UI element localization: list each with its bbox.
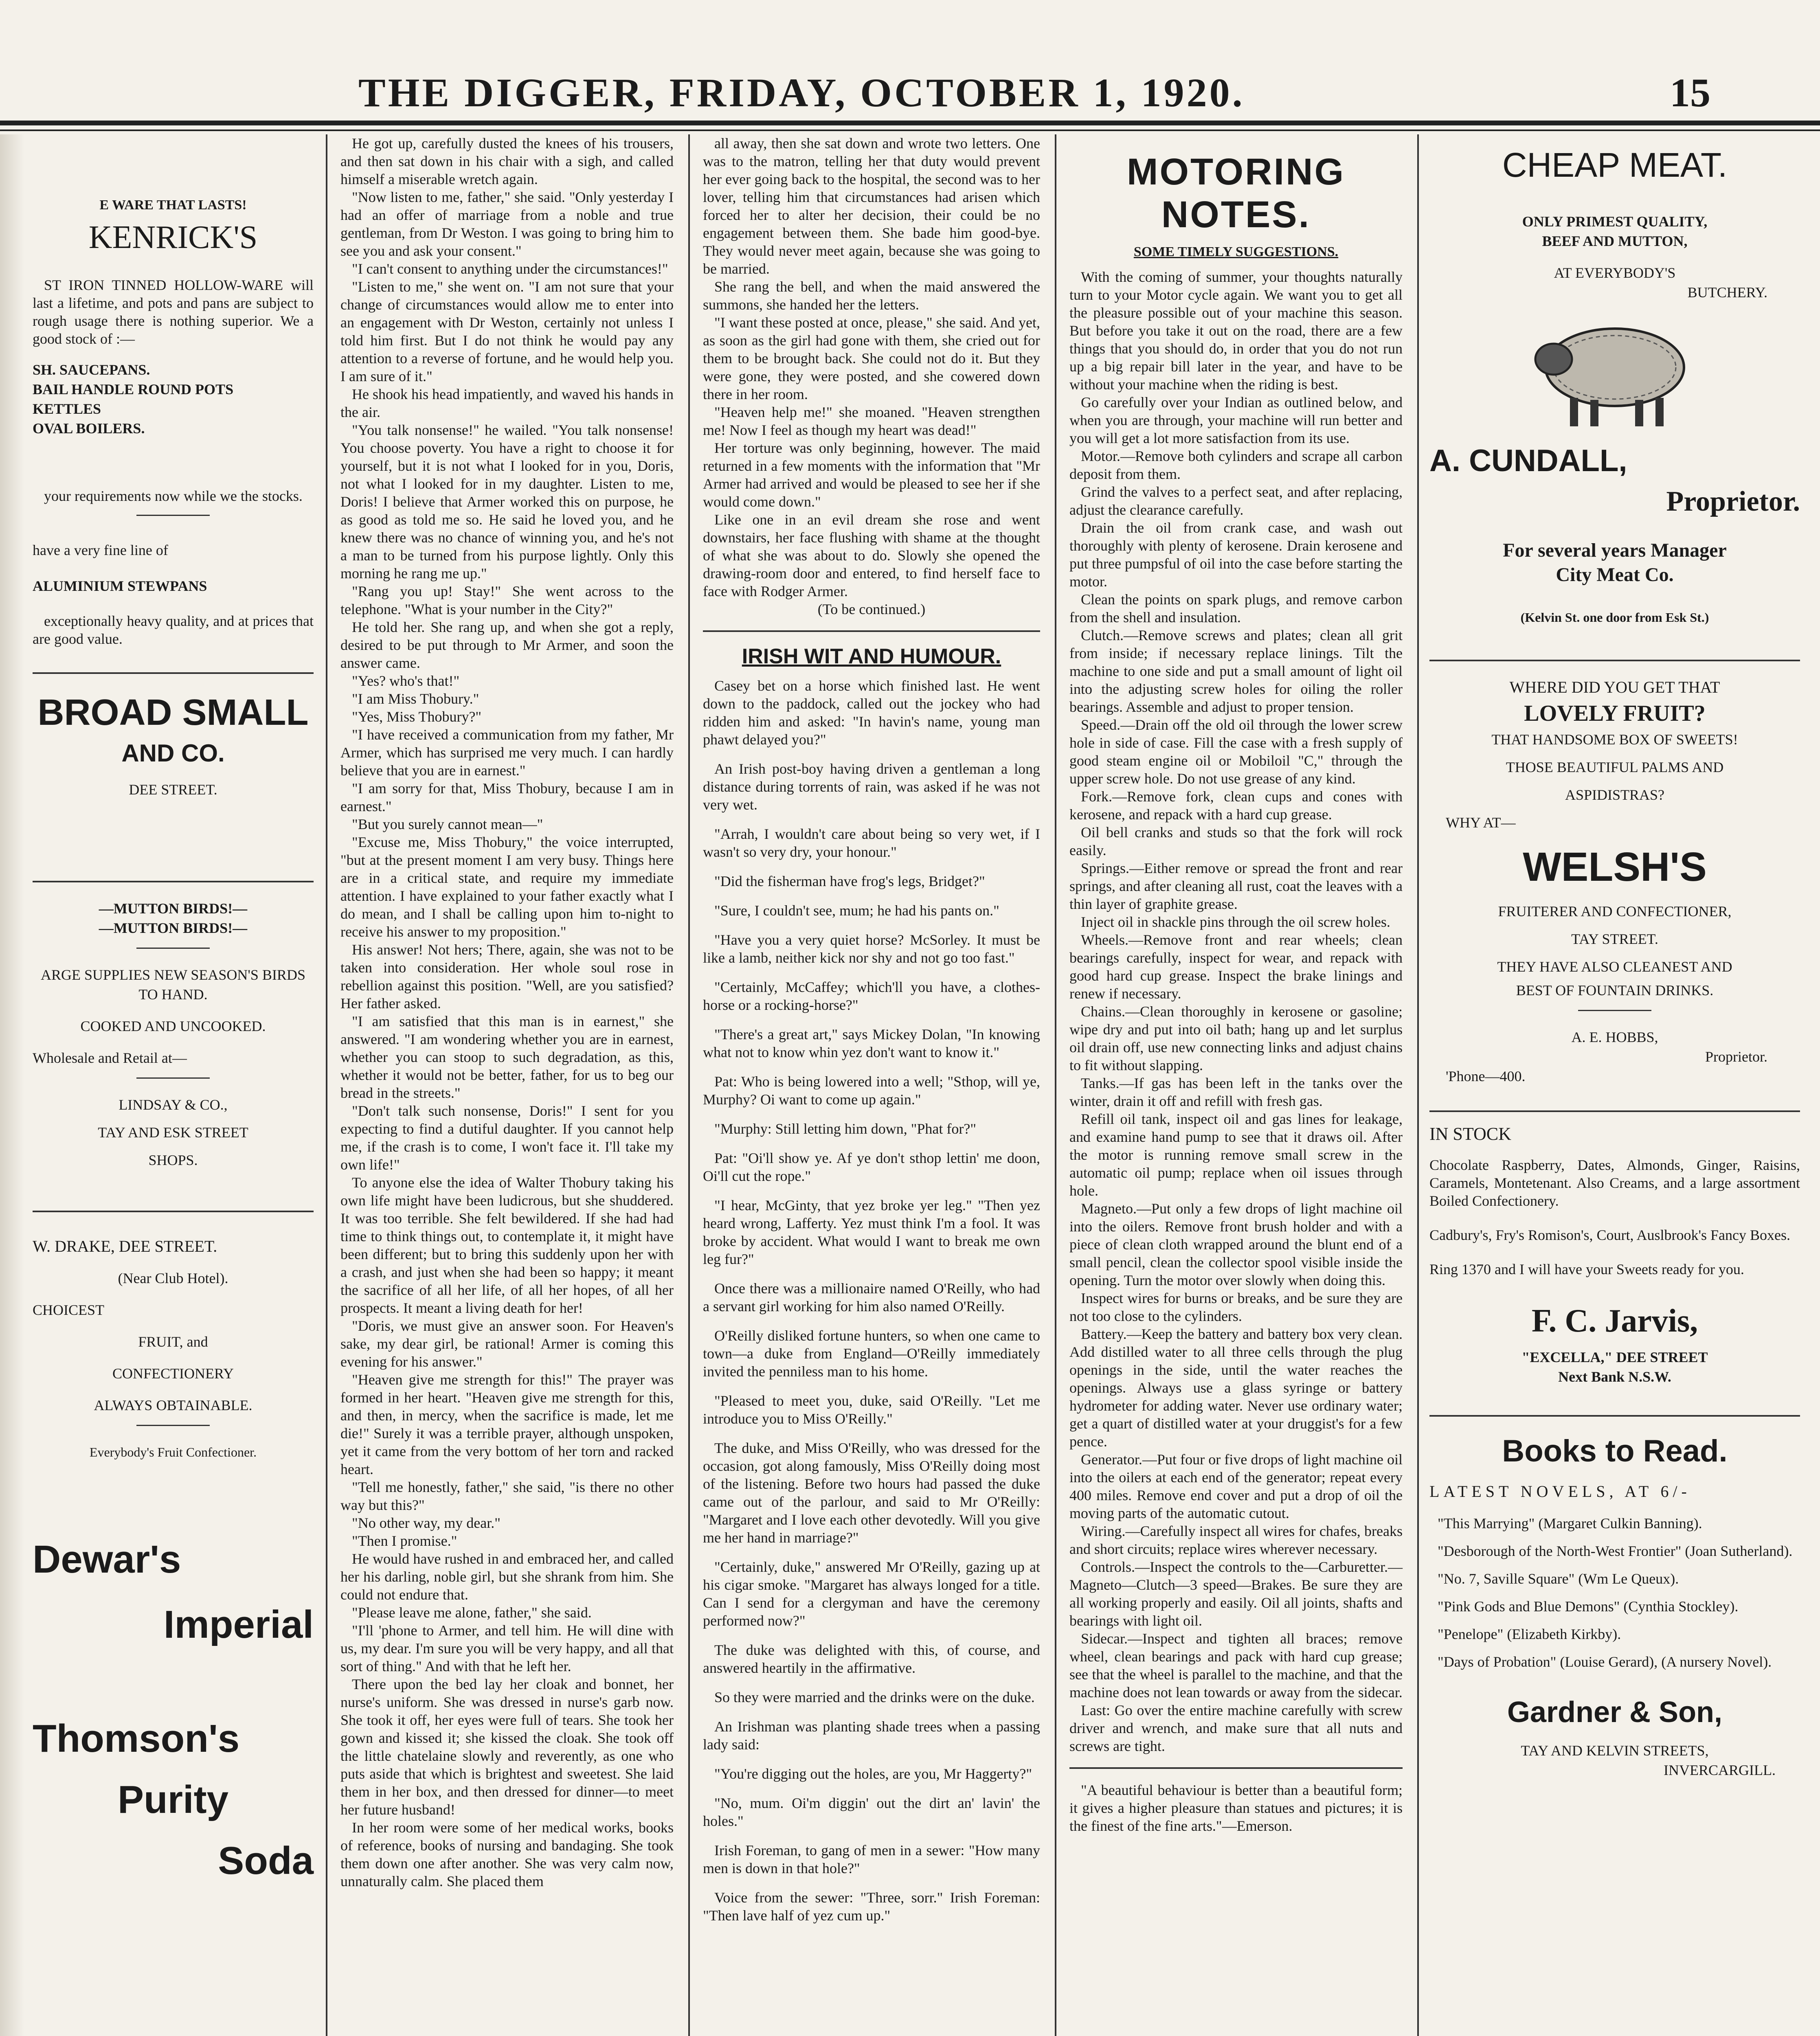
paragraph: "I am sorry for that, Miss Thobury, because I am in earnest." [340,780,674,814]
stock-body: Chocolate Raspberry, Dates, Almonds, Ginger, Raisins, Caramels, Montetenant. Also Creams, and a large assortment Boiled Confectionery. [1429,1157,1800,1209]
paragraph: Magneto.—Put only a few drops of light machine oil into the oilers. Remove front brush holder and with a piece of clean cloth wrapped around the blunt end of a small pencil, clean the collector spool visible inside the opening. Turn the motor over slowly when doing this. [1069,1200,1403,1288]
paragraph: "Rang you up! Stay!" She went across to the telephone. "What is your number in the City?" [340,583,674,617]
page-number: 15 [1670,70,1710,115]
paragraph: "Heaven help me!" she moaned. "Heaven strengthen me! Now I feel as though my heart was dead!" [703,404,1040,438]
drake-ad [33,1237,314,1462]
welsh-body: WHY AT— [1446,814,1516,831]
paragraph: Her torture was only beginning, however. The maid returned in a few moments with the information that "Mr Armer had arrived and would be pleased to see her if she would come down." [703,440,1040,510]
stock-heading: IN STOCK [1429,1124,1511,1144]
broad-small-name: BROAD SMALL [37,692,309,733]
paragraph: The duke, and Miss O'Reilly, who was dressed for the occasion, got along famously, Miss O'Reilly doing most of the listening. Before two hours had passed the duke came out of the parlour, and said to Mr O'Reilly: "Margaret and I love each other devotedly. Will you give me her hand in marriage?" [703,1440,1040,1546]
paragraph: So they were married and the drinks were on the duke. [714,1689,1035,1705]
kenricks-body: have a very fine line of [33,542,168,558]
kenricks-body: your requirements now while we the stocks. [44,488,303,504]
divider [136,1077,210,1079]
paragraph: Pat: "Oi'll show ye. Af ye don't sthop lettin' me doon, Oi'll cut the rope." [703,1150,1040,1184]
cundall-body: City Meat Co. [1556,564,1674,586]
motoring-subheading: SOME TIMELY SUGGESTIONS. [1133,244,1339,259]
paragraph: "Then I promise." [352,1533,457,1549]
drake-body: CONFECTIONERY [112,1365,234,1382]
gardner-address: INVERCARGILL. [1664,1762,1776,1778]
paragraph: "Doris, we must give an answer soon. For Heaven's sake, my dear girl, be rational! Armer is coming this evening for his answer." [340,1318,674,1370]
welsh-body: ASPIDISTRAS? [1565,787,1665,803]
paragraph: Go carefully over your Indian as outlined below, and when you are through, your machine will run better and you will get a lot more satisfaction from its use. [1069,394,1403,446]
masthead [0,0,1820,134]
drake-body: ALWAYS OBTAINABLE. [94,1397,252,1413]
welsh-body: TAY STREET. [1571,931,1658,947]
paragraph: Casey bet on a horse which finished last. He went down to the paddock, called out the jockey who had ridden him and asked: "In havin's name, young man phawt delayed you?" [703,678,1040,748]
divider [33,1211,314,1212]
masthead-rule [0,121,1820,125]
paragraph: He shook his head impatiently, and waved his hands in the air. [340,386,674,420]
book-title: "Days of Probation" (Louise Gerard), (A nursery Novel). [1438,1654,1772,1670]
welsh-body: WHERE DID YOU GET THAT [1509,678,1720,696]
masthead-rule-thin [0,129,1820,131]
paragraph: "Pleased to meet you, duke, said O'Reilly. "Let me introduce you to Miss O'Reilly." [703,1393,1040,1427]
irish-wit-items [703,677,1040,1924]
paragraph: Chains.—Clean thoroughly in kerosene or gasoline; wipe dry and put into oil bath; hang up and let surplus oil drain off, use new connecting links and adjust chains to fit without slapping. [1069,1003,1403,1073]
column-rule [688,134,690,2036]
dewars-ad [33,1535,314,1649]
divider [703,630,1040,632]
paragraph: Motor.—Remove both cylinders and scrape all carbon deposit from them. [1069,448,1403,482]
paragraph: With the coming of summer, your thoughts naturally turn to your Motor cycle again. We want you to get all the pleasure possible out of your machine this season. But before you take it out on the road, there are a few things that you should do, in order that you do not run up a big repair bill later in the year, and have to be without your machine when the riding is best. [1069,269,1403,393]
column-ads-left [0,134,322,2036]
paragraph: "Please leave me alone, father," she said. [352,1604,592,1621]
drake-name: W. DRAKE, DEE STREET. [33,1237,217,1255]
book-title: "This Marrying" (Margaret Culkin Banning). [1438,1515,1702,1531]
jarvis-name: F. C. Jarvis, [1531,1303,1698,1339]
lindsay-address: TAY AND ESK STREET [98,1124,248,1141]
paragraph: "Did the fisherman have frog's legs, Bridget?" [714,873,985,889]
paragraph: He got up, carefully dusted the knees of his trousers, and then sat down in his chair with a sigh, and called himself a miserable wretch again. [340,135,674,187]
book-title: "Pink Gods and Blue Demons" (Cynthia Stockley). [1438,1598,1739,1615]
drake-address: (Near Club Hotel). [118,1270,228,1286]
paragraph: An Irish post-boy having driven a gentleman a long distance during torrents of rain, was asked if he was not very wet. [703,761,1040,813]
hobbs-name: A. E. HOBBS, [1571,1029,1658,1045]
column-rule [326,134,327,2036]
thomsons-name: Purity [117,1778,229,1821]
paragraph: Tanks.—If gas has been left in the tanks over the winter, drain it off and refill with fresh gas. [1069,1075,1403,1109]
column-rule [1055,134,1056,2036]
newspaper-title: THE DIGGER, FRIDAY, OCTOBER 1, 1920. [358,70,1245,115]
cheap-meat-ad [1429,143,1800,627]
jarvis-address: Next Bank N.S.W. [1558,1369,1671,1385]
paragraph: "I want these posted at once, please," she said. And yet, as soon as the girl had gone with them, she cried out for them to be brought back. She could not do it. But they were gone, they were posted, and she cowered down there in her room. [703,314,1040,402]
divider [136,948,210,949]
lindsay-name: LINDSAY & CO., [119,1097,228,1113]
column-motoring [1059,134,1413,2036]
paragraph: Drain the oil from crank case, and wash out thoroughly with plenty of kerosene. Drain kerosene and put three pumpsful of oil into the case before starting the motor. [1069,520,1403,590]
divider [33,881,314,882]
stock-body: Ring 1370 and I will have your Sweets ready for you. [1429,1261,1744,1277]
divider [1429,1415,1800,1417]
paragraph: Speed.—Drain off the old oil through the lower screw hole in side of case. Fill the case with a fresh supply of good steam engine oil or Mobiloil "C," through the upper screw hole. Do not use grease of any kind. [1069,717,1403,787]
divider [1429,1110,1800,1112]
paragraph: "Certainly, duke," answered Mr O'Reilly, gazing up at his cigar smoke. "Margaret has always longed for a title. Can I send for a clergyman and have the ceremony performed now?" [703,1559,1040,1629]
paragraph: O'Reilly disliked fortune hunters, so when one came to town—a duke from England—O'Reilly immediately invited the penniless man to his home. [703,1327,1040,1380]
irish-wit-heading: IRISH WIT AND HUMOUR. [742,645,1001,668]
paragraph: "No other way, my dear." [352,1515,501,1531]
broad-small-ad [33,690,314,799]
welsh-body: BEST OF FOUNTAIN DRINKS. [1516,982,1714,998]
paragraph: The duke was delighted with this, of course, and answered heartily in the affirmative. [703,1642,1040,1676]
paragraph: His answer! Not hers; There, again, she was not to be taken into consideration. Her whole soul rose in rebellion against this position. "Well, are you satisfied? Her father asked. [340,941,674,1011]
welshs-ad [1429,678,1800,1086]
divider [136,515,210,516]
mutton-body: COOKED AND UNCOOKED. [80,1018,266,1034]
divider [136,1425,210,1426]
dewars-name: Imperial [163,1603,314,1646]
welsh-body: THOSE BEAUTIFUL PALMS AND [1506,759,1724,775]
book-title: "Desborough of the North-West Frontier" (Joan Sutherland). [1438,1543,1793,1559]
paragraph: Wheels.—Remove front and rear wheels; clean bearings carefully, inspect for wear, and repack with good hard cup grease. Inspect the brake linings and renew if necessary. [1069,932,1403,1002]
book-title: "No. 7, Saville Square" (Wm Le Queux). [1438,1571,1679,1587]
cheap-meat-body: BEEF AND MUTTON, [1542,233,1688,249]
kenricks-brand: KENRICK'S [88,219,258,255]
kenricks-ad [33,195,314,648]
mutton-heading: —MUTTON BIRDS!— [99,920,248,936]
cheap-meat-heading: CHEAP MEAT. [1502,146,1728,184]
paragraph: Last: Go over the entire machine carefully with screw driver and wrench, and make sure that all nuts and screws are tight. [1069,1702,1403,1754]
paragraph: "But you surely cannot mean—" [352,816,543,832]
gardner-name: Gardner & Son, [1507,1696,1723,1729]
to-be-continued: (To be continued.) [817,601,926,617]
divider [1578,1010,1651,1011]
cundall-title: Proprietor. [1666,486,1800,517]
motoring-heading: MOTORING NOTES. [1126,151,1346,235]
kenricks-item: SH. SAUCEPANS. [33,362,150,378]
welsh-name: WELSH'S [1523,844,1707,890]
paragraph: He would have rushed in and embraced her, and called her his darling, noble girl, but she shrank from him. She could not endure that. [340,1551,674,1603]
sheep-illustration [1525,310,1704,432]
paragraph: Once there was a millionaire named O'Reilly, who had a servant girl working for him also named O'Reilly. [703,1280,1040,1314]
paragraph: Fork.—Remove fork, clean cups and cones with kerosene, and repack with a hard cup grease. [1069,788,1403,823]
stock-body: Cadbury's, Fry's Romison's, Court, Auslbrook's Fancy Boxes. [1429,1227,1790,1243]
paragraph: "I hear, McGinty, that yez broke yer leg." "Then yez heard wrong, Lafferty. Yez must think I'm a fool. It was broke by accident. What would I want to break me own leg fur?" [703,1197,1040,1267]
column-story-and-irish [692,134,1051,2036]
paragraph: "No, mum. Oi'm diggin' out the dirt an' lavin' the holes." [703,1795,1040,1829]
paragraph: "You're digging out the holes, are you, Mr Haggerty?" [714,1766,1032,1782]
paragraph: "There's a great art," says Mickey Dolan, "In knowing what not to know whin yez don't want to know it." [703,1026,1040,1060]
paragraph: Refill oil tank, inspect oil and gas lines for leakage, and examine hand pump to see that it draws oil. After the motor is running remove small screw in the automatic oil pump; replace when oil issues through hole. [1069,1111,1403,1199]
paragraph: "Yes? who's that!" [352,673,460,689]
paragraph: "I have received a communication from my father, Mr Armer, which has surprised me very much. I can hardly believe that you are in earnest." [340,726,674,779]
paragraph: Irish Foreman, to gang of men in a sewer: "How many men is down in that hole?" [703,1842,1040,1876]
paragraph: "Murphy: Still letting him down, "Phat for?" [714,1121,977,1137]
cundall-body: For several years Manager [1503,540,1727,561]
kenricks-item: KETTLES [33,401,101,417]
paragraph: Controls.—Inspect the controls to the—Carburetter.—Magneto—Clutch—3 speed—Brakes. Be sure they are all working properly and easily. Oil all joints, shafts and bearings with light oil. [1069,1559,1403,1629]
paragraph: She rang the bell, and when the maid answered the summons, she handed her the letters. [703,279,1040,313]
paragraph: "Heaven give me strength for this!" The prayer was formed in her heart. "Heaven give me strength for this, and then, in mercy, when the sacrifice is made, let me die!" Surely it was a terrible prayer, although unspoken, yet it came from the very bottom of her torn and racked heart. [340,1371,674,1477]
books-heading: Books to Read. [1502,1434,1728,1468]
mutton-birds-ad [33,899,314,1170]
broad-small-address: DEE STREET. [129,781,217,798]
jarvis-ad [1429,1124,1800,1387]
paragraph: Springs.—Either remove or spread the front and rear springs, and after cleaning all rust, coat the leaves with a thin layer of graphite grease. [1069,860,1403,912]
mutton-body: ARGE SUPPLIES NEW SEASON'S BIRDS TO HAND. [41,967,305,1003]
paragraph: "Arrah, I wouldn't care about being so very wet, if I wasn't so very dry, your honour." [703,826,1040,860]
emerson-quote: "A beautiful behaviour is better than a beautiful form; it gives a higher pleasure than statues and pictures; it is the finest of the fine arts."—Emerson. [1069,1782,1403,1834]
mutton-body: Wholesale and Retail at— [33,1050,187,1066]
paragraph: He told her. She rang up, and when she got a reply, desired to be put through to Mr Armer, and soon the answer came. [340,619,674,671]
kenricks-item: BAIL HANDLE ROUND POTS [33,381,234,397]
paragraph: Generator.—Put four or five drops of light machine oil into the oilers at each end of the generator; repeat every 400 miles. Remove end cover and put a drop of oil the moving parts of the automatic cutout. [1069,1451,1403,1521]
paragraph: "Sure, I couldn't see, mum; he had his pants on." [714,902,999,919]
kenricks-body: exceptionally heavy quality, and at prices that are good value. [33,613,314,647]
jarvis-address: "EXCELLA," DEE STREET [1521,1349,1708,1365]
paragraph: "I'll 'phone to Armer, and tell him. He will dine with us, my dear. I'm sure you will be very happy, and all that sort of thing." And with that he left her. [340,1622,674,1674]
book-title: "Penelope" (Elizabeth Kirkby). [1438,1626,1621,1642]
paragraph: "Now listen to me, father," she said. "Only yesterday I had an offer of marriage from a noble and true gentleman, from Dr Weston. I was going to bring him to see you and ask your consent." [340,189,674,259]
divider [1429,660,1800,661]
serial-story-continued [703,134,1040,600]
motoring-body [1069,268,1403,1755]
kenricks-body: ST IRON TINNED HOLLOW-WARE will last a lifetime, and pots and pans are subject to rough usage there is nothing superior. We a good stock of :— [33,277,314,347]
paragraph: Pat: Who is being lowered into a well; "Sthop, will ye, Murphy? Oi want to come up again." [703,1073,1040,1108]
paragraph: There upon the bed lay her cloak and bonnet, her nurse's uniform. She was dressed in nurse's garb now. She took it off, her eyes were full of tears. She took her gown and kissed it; she kissed the cloak. She took off the little chatelaine slowly and reverently, as one who puts aside that which is brightest and sweetest. She laid them in her box, and then dressed for dinner—to meet her future husband! [340,1676,674,1818]
cundall-name: A. CUNDALL, [1429,443,1627,478]
column-rule [1417,134,1419,2036]
cheap-meat-body: BUTCHERY. [1687,284,1767,301]
paragraph: Voice from the sewer: "Three, sorr." Irish Foreman: "Then lave half of yez cum up." [703,1889,1040,1924]
hobbs-title: Proprietor. [1705,1049,1767,1065]
thomsons-name: Soda [218,1839,314,1882]
thomsons-ad [33,1714,314,1885]
welsh-body: THAT HANDSOME BOX OF SWEETS! [1491,731,1738,748]
paragraph: "I am satisfied that this man is in earnest," she answered. "I am wondering whether you are in earnest, whether you can stoop to such degradation, as this, whether it would not be better, father, for us to beg our bread in the streets." [340,1013,674,1101]
paragraph: Sidecar.—Inspect and tighten all braces; remove wheel, clean bearings and pack with hard cup grease; see that the wheel is parallel to the machine, and that the machine does not lean towards or away from the sidecar. [1069,1630,1403,1700]
drake-body: FRUIT, and [138,1334,208,1350]
paragraph: "Listen to me," she went on. "I am not sure that your change of circumstances would allow me to enter into an engagement with Dr Weston, certainly not unless I told him first. But I do not think he would pay any attention to a reverse of fortune, and he would help you. I am sure of it." [340,279,674,384]
paragraph: In her room were some of her medical works, books of reference, books of nursing and bandaging. She took them down one after another. She was very calm now, unnaturally calm. She placed them [340,1819,674,1889]
kenricks-tagline: E WARE THAT LASTS! [99,197,247,213]
thomsons-name: Thomson's [33,1717,240,1760]
paragraph: Battery.—Keep the battery and battery box very clean. Add distilled water to all three cells through the plug openings in the side, until the water reaches the openings. Always use a glass syringe or battery hydrometer for adding water. Never use ordinary water; get a quart of distilled water at your druggist's for a few pence. [1069,1326,1403,1450]
dewars-name: Dewar's [33,1538,181,1581]
welsh-heading: LOVELY FRUIT? [1524,701,1706,726]
drake-body: CHOICEST [33,1302,105,1318]
paragraph: To anyone else the idea of Walter Thobury taking his own life might have been ludicrous, but she shuddered. It was too terrible. She felt bewildered. If she had had time to think things out, to contemplate it, it might have been different; but to bring this suddenly upon her with a crash, and just when she had been so happy; it meant the sacrifice of all her life, of all her hopes, of all her prospects. It meant a living death for her! [340,1174,674,1316]
paragraph: "Certainly, McCaffey; which'll you have, a clothes-horse or a rocking-horse?" [703,979,1040,1013]
divider [1069,1767,1403,1769]
cundall-address: (Kelvin St. one door from Esk St.) [1520,610,1709,625]
mutton-heading: —MUTTON BIRDS!— [99,900,248,917]
books-ad [1429,1429,1800,1780]
paragraph: "Excuse me, Miss Thobury," the voice interrupted, "but at the present moment I am very busy. Things here are in a critical state, and require my immediate attention. I have explained to your father exactly what I do mean, and I shall be calling upon him to-night to receive his answer to my proposition." [340,834,674,940]
paragraph: "I am Miss Thobury." [352,691,479,707]
drake-body: Everybody's Fruit Confectioner. [89,1445,257,1459]
gardner-address: TAY AND KELVIN STREETS, [1521,1742,1709,1759]
cheap-meat-body: ONLY PRIMEST QUALITY, [1522,213,1708,230]
broad-small-co: AND CO. [121,739,225,767]
column-serial-story [330,134,684,2036]
paragraph: "Yes, Miss Thobury?" [352,709,482,725]
lindsay-address: SHOPS. [148,1152,198,1168]
paragraph: Inspect wires for burns or breaks, and be sure they are not too close to the cylinders. [1069,1290,1403,1324]
cheap-meat-body: AT EVERYBODY'S [1554,265,1676,281]
paragraph: Clutch.—Remove screws and plates; clean all grit from inside; if necessary replace linings. Tilt the machine to one side and put a small amount of light oil into the adjusting screw holes for oiling the roller bearings. Assemble and adjust to proper tension. [1069,627,1403,715]
paragraph: Clean the points on spark plugs, and remove carbon from the shell and insulation. [1069,591,1403,625]
divider [33,672,314,674]
paragraph: Grind the valves to a perfect seat, and after replacing, adjust the clearance carefully. [1069,484,1403,518]
column-ads-right [1421,134,1808,2036]
paragraph: Oil bell cranks and studs so that the fork will rock easily. [1069,824,1403,858]
paragraph: "Don't talk such nonsense, Doris!" I sent for you expecting to find a dutiful daughter. If you cannot help me, if the crash is to come, I won't face it. I'll take my own life!" [340,1103,674,1173]
paragraph: "Tell me honestly, father," she said, "is there no other way but this?" [340,1479,674,1513]
kenricks-item: OVAL BOILERS. [33,420,145,437]
paragraph: "Have you a very quiet horse? McSorley. It must be like a lamb, neither kick nor shy and not go too fast." [703,932,1040,966]
welsh-body: THEY HAVE ALSO CLEANEST AND [1497,959,1732,975]
welsh-body: FRUITERER AND CONFECTIONER, [1498,903,1732,919]
hobbs-phone: 'Phone—400. [1446,1068,1526,1084]
paragraph: "You talk nonsense!" he wailed. "You talk nonsense! You choose poverty. You have a right to choose it for yourself, but it is not what I looked for in you, Doris, not what I looked for in my daughter. Listen to me, Doris! I believe that Armer worked this on purpose, he as good as told me so. He said he loved you, and he knew there was no chance of winning you, and he's not a man to be turned from his purpose lightly. Only this morning he rang me up." [340,422,674,581]
books-subheading: LATEST NOVELS, AT 6/- [1429,1482,1691,1501]
paragraph: "I can't consent to anything under the circumstances!" [352,261,668,277]
paragraph: An Irishman was planting shade trees when a passing lady said: [703,1718,1040,1753]
kenricks-item: ALUMINIUM STEWPANS [33,578,207,594]
paragraph: Wiring.—Carefully inspect all wires for chafes, breaks and short circuits; replace wires wherever necessary. [1069,1523,1403,1557]
paragraph: Like one in an evil dream she rose and went downstairs, her face flushing with shame at the thought of what she was about to do. Slowly she opened the drawing-room door and entered, to find herself face to face with Rodger Armer. [703,511,1040,599]
paragraph: Inject oil in shackle pins through the oil screw holes. [1081,914,1390,930]
paragraph: all away, then she sat down and wrote two letters. One was to the matron, telling her that duty would prevent her ever going back to the hospital, the second was to her lover, telling him that circumstances had arisen which forced her to alter her decision, their could be no engagement between them. She bade him good-bye. They would never meet again, because she was going to be married. [703,135,1040,277]
